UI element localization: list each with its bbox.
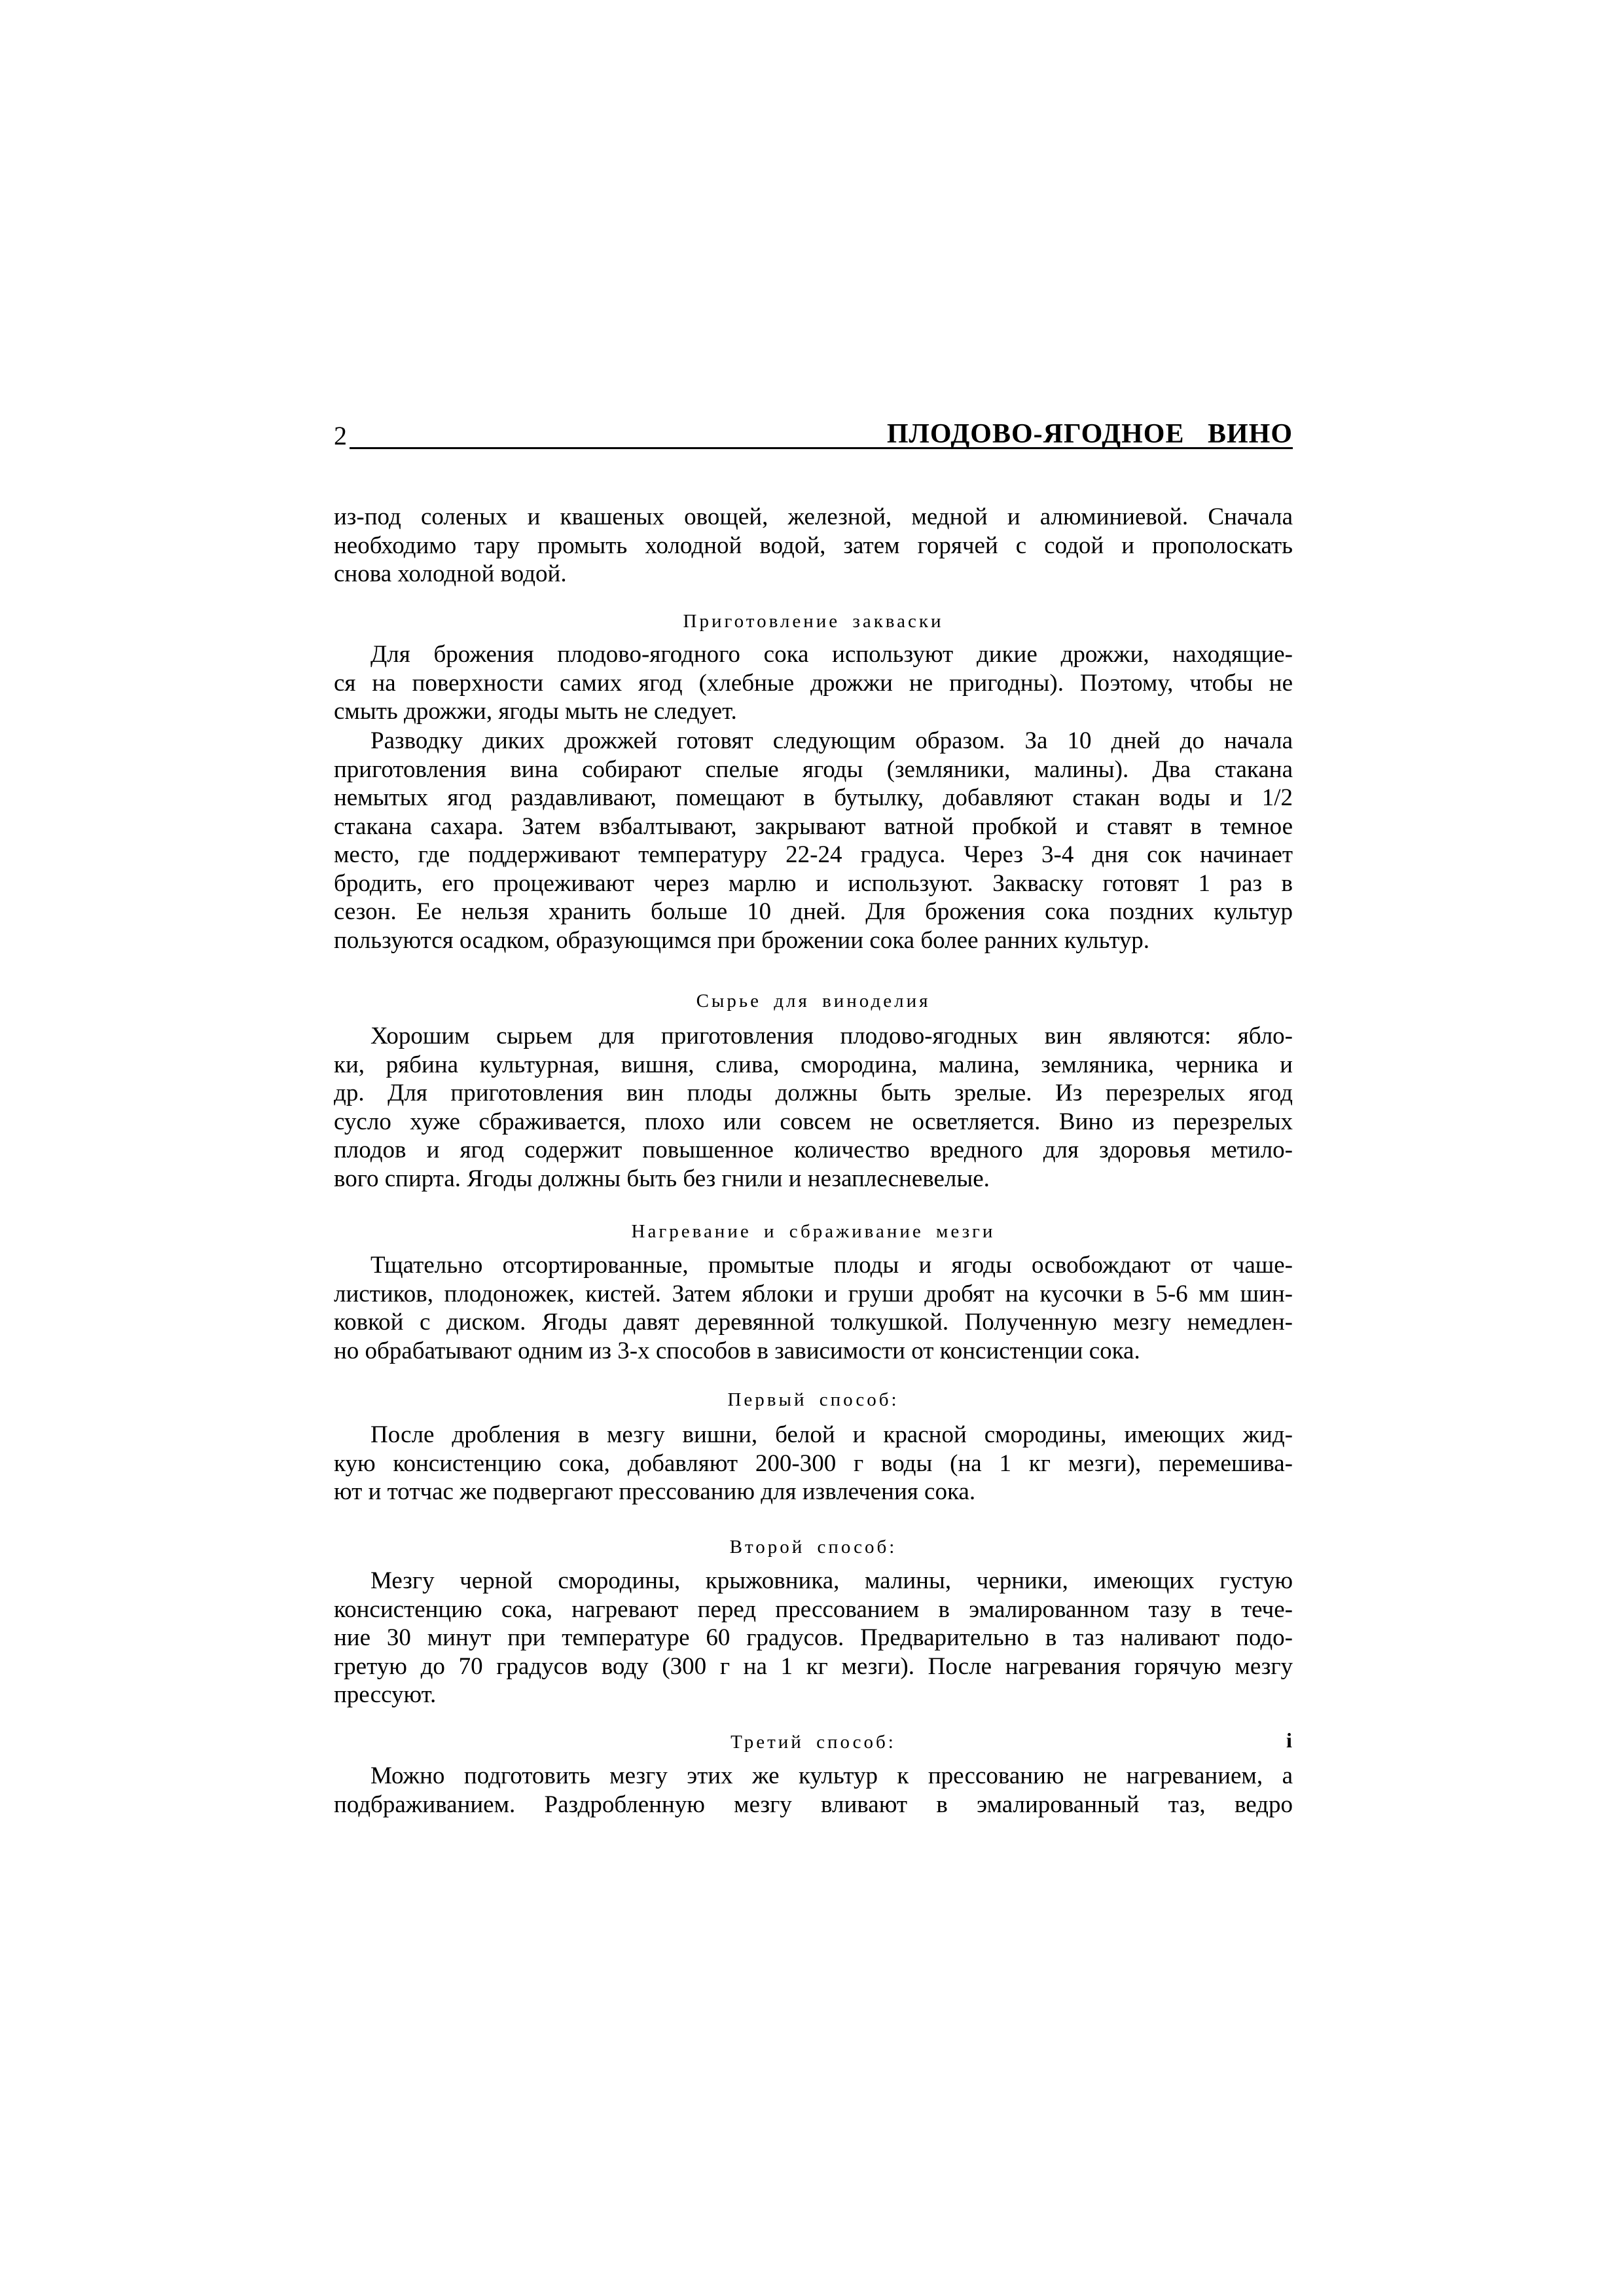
text-line: Можно подготовить мезгу этих же культур к прессованию не нагреванием, а xyxy=(370,1762,1293,1789)
paragraph xyxy=(334,503,1293,589)
text-line: ся на поверхности самих ягод (хлебные дрожжи не пригодны). Поэтому, чтобы не xyxy=(334,669,1293,697)
section-heading: Третий способ: xyxy=(731,1732,896,1753)
text-line: Хорошим сырьем для приготовления плодово-ягодных вин являются: ябло- xyxy=(370,1023,1293,1049)
text-line: кую консистенцию сока, добавляют 200-300 г воды (на 1 кг мезги), перемешива- xyxy=(334,1449,1293,1477)
text-line: Для брожения плодово-ягодного сока используют дикие дрожжи, находящие- xyxy=(370,641,1293,668)
text-line: Разводку диких дрожжей готовят следующим образом. За 10 дней до начала xyxy=(370,727,1293,754)
paragraph xyxy=(334,727,1293,955)
text-line: плодов и ягод содержит повышенное количество вредного для здоровья метило- xyxy=(334,1137,1293,1163)
text-line: ют и тотчас же подвергают прессованию для извлечения сока. xyxy=(334,1478,976,1505)
running-header xyxy=(334,416,1293,449)
text-line: прессуют. xyxy=(334,1681,437,1708)
text-line: смыть дрожжи, ягоды мыть не следует. xyxy=(334,698,737,725)
paragraph xyxy=(334,1251,1293,1365)
text-line: др. Для приготовления вин плоды должны быть зрелые. Из перезрелых ягод xyxy=(334,1080,1293,1106)
text-line: вого спирта. Ягоды должны быть без гнили и незаплесневелые. xyxy=(334,1165,990,1192)
text-line: приготовления вина собирают спелые ягоды (земляники, малины). Два стакана xyxy=(334,756,1293,783)
text-line: необходимо тару промыть холодной водой, затем горячей с содой и прополоскать xyxy=(334,532,1293,559)
text-line: снова холодной водой. xyxy=(334,560,567,587)
text-line: из-под соленых и квашеных овощей, железной, медной и алюминиевой. Сначала xyxy=(334,503,1293,530)
text-line: После дробления в мезгу вишни, белой и красной смородины, имеющих жид- xyxy=(370,1421,1293,1448)
text-line: сусло хуже сбраживается, плохо или совсем не осветляется. Вино из перезрелых xyxy=(334,1108,1293,1135)
section-heading: Приготовление закваски xyxy=(683,611,944,632)
text-line: консистенцию сока, нагревают перед прессованием в эмалированном тазу в тече- xyxy=(334,1595,1293,1623)
section-heading: Второй способ: xyxy=(729,1537,897,1558)
text-line: место, где поддерживают температуру 22-24 градуса. Через 3-4 дня сок начинает xyxy=(334,841,1293,868)
paragraph xyxy=(334,1762,1293,1819)
section-heading: Сырье для виноделия xyxy=(696,991,931,1011)
paragraph xyxy=(334,640,1293,726)
text-line: но обрабатывают одним из 3-х способов в зависимости от консистенции сока. xyxy=(334,1337,1140,1364)
text-line: подбраживанием. Раздробленную мезгу вливают в эмалированный таз, ведро xyxy=(334,1791,1293,1818)
text-line: гретую до 70 градусов воду (300 г на 1 кг мезги). После нагревания горячую мезгу xyxy=(334,1652,1293,1680)
paragraph xyxy=(334,1421,1293,1506)
page-number: 2 xyxy=(334,421,347,450)
text-line: бродить, его процеживают через марлю и используют. Закваску готовят 1 раз в xyxy=(334,869,1293,897)
paragraph xyxy=(334,1567,1293,1709)
text-line: листиков, плодоножек, кистей. Затем яблоки и груши дробят на кусочки в 5-6 мм шин- xyxy=(334,1280,1293,1307)
running-title: ПЛОДОВО-ЯГОДНОЕ ВИНО xyxy=(886,419,1293,449)
text-line: Мезгу черной смородины, крыжовника, малины, черники, имеющих густую xyxy=(370,1567,1293,1594)
text-line: ние 30 минут при температуре 60 градусов. Предварительно в таз наливают подо- xyxy=(334,1624,1293,1651)
text-line: немытых ягод раздавливают, помещают в бутылку, добавляют стакан воды и 1/2 xyxy=(334,784,1293,811)
margin-mark: i xyxy=(1286,1728,1292,1752)
text-line: сезон. Ее нельзя хранить больше 10 дней. Для брожения сока поздних культур xyxy=(334,898,1293,925)
text-line: пользуются осадком, образующимся при брожении сока более ранних культур. xyxy=(334,926,1150,954)
text-line: ковкой с диском. Ягоды давят деревянной толкушкой. Полученную мезгу немедлен- xyxy=(334,1309,1293,1336)
section-heading: Нагревание и сбраживание мезги xyxy=(631,1221,996,1242)
section-heading: Первый способ: xyxy=(727,1389,899,1410)
text-line: стакана сахара. Затем взбалтывают, закрывают ватной пробкой и ставят в темное xyxy=(334,812,1293,840)
text-line: Тщательно отсортированные, промытые плоды и ягоды освобождают от чаше- xyxy=(370,1252,1293,1279)
text-line: ки, рябина культурная, вишня, слива, смородина, малина, земляника, черника и xyxy=(334,1051,1293,1078)
paragraph xyxy=(334,1022,1293,1193)
